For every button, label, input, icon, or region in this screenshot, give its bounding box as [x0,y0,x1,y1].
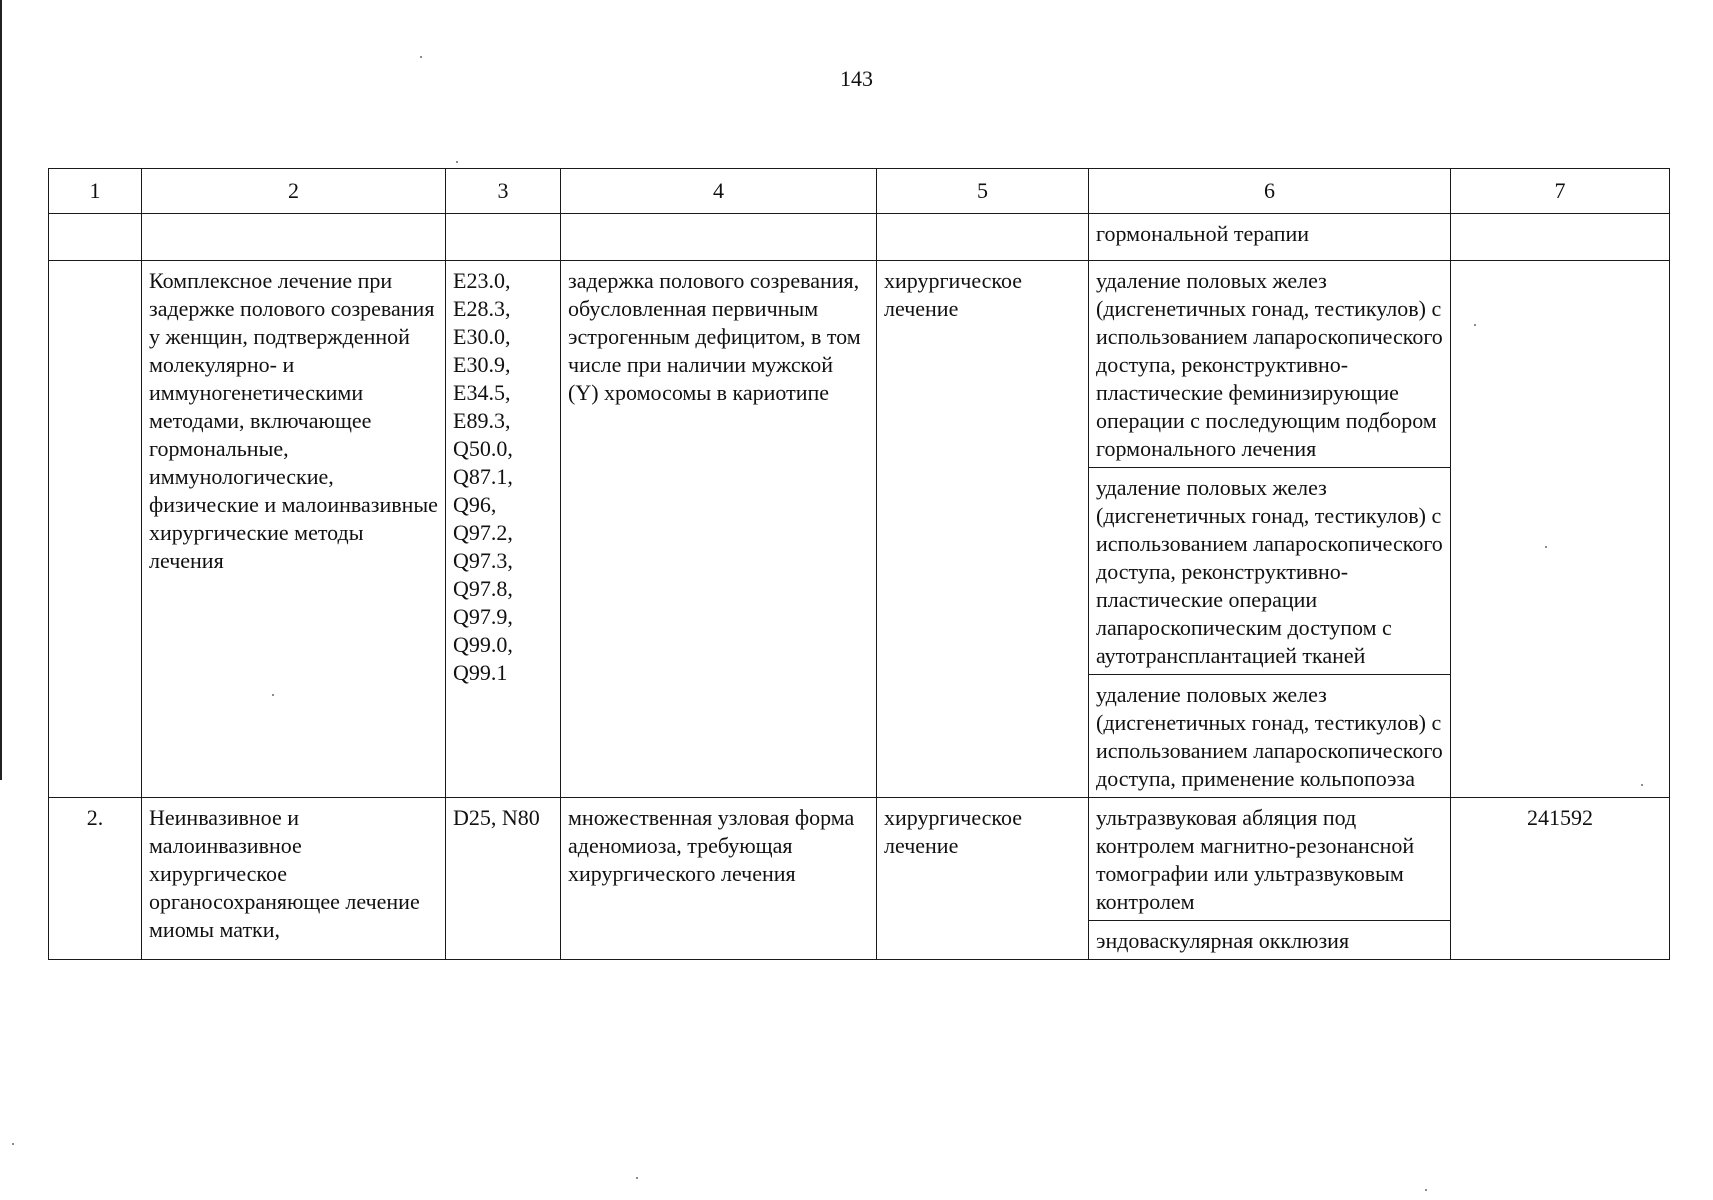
cell-care-name: Комплексное лечение при задержке полового созревания у женщин, подтвержденной молекулярно- и иммуногенетическими методами, включающее гормональные, иммунологические, физические и малоинвазивные хирургические методы лечения [142,261,446,798]
cell-empty [446,214,561,261]
scan-speck [1641,784,1643,786]
cell-empty [49,214,142,261]
table-header-row [49,169,1670,214]
column-number-2: 2 [142,169,446,214]
cell-empty [1451,214,1670,261]
cell-treatment-type: хирургическое лечение [877,798,1089,960]
page-number: 143 [840,66,873,91]
scan-speck [12,1143,14,1145]
column-number-6: 6 [1089,169,1451,214]
continuation-row [49,214,1670,261]
table-row [49,261,1670,468]
cell-treatment-method: эндоваскулярная окклюзия [1089,921,1451,960]
scan-speck [1545,546,1547,548]
medical-care-table [48,168,1670,960]
cell-treatment-method: удаление половых желез (дисгенетичных гонад, тестикулов) с использованием лапароскопического доступа, применение кольпопоэза [1089,675,1451,798]
cell-method-continuation: гормональной терапии [1089,214,1451,261]
scan-speck [272,694,274,696]
table-row [49,798,1670,921]
cell-treatment-method: ультразвуковая абляция под контролем магнитно-резонансной томографии или ультразвуковым контролем [1089,798,1451,921]
column-number-1: 1 [49,169,142,214]
cell-row-number: 2. [49,798,142,960]
cell-empty [561,214,877,261]
scan-edge [0,0,2,780]
cell-icd-codes: D25, N80 [446,798,561,960]
cell-care-name: Неинвазивное и малоинвазивное хирургическое органосохраняющее лечение миомы матки, [142,798,446,960]
cell-treatment-type: хирургическое лечение [877,261,1089,798]
cell-empty [142,214,446,261]
column-number-5: 5 [877,169,1089,214]
column-number-3: 3 [446,169,561,214]
cell-patient-model: задержка полового созревания, обусловленная первичным эстрогенным дефицитом, в том числе при наличии мужской (Y) хромосомы в кариотипе [561,261,877,798]
cell-cost [1451,261,1670,798]
cell-empty [877,214,1089,261]
scan-speck [1425,1189,1427,1191]
cell-treatment-method: удаление половых желез (дисгенетичных гонад, тестикулов) с использованием лапароскопического доступа, реконструктивно-пластические операции лапароскопическим доступом с аутотрансплантацией тканей [1089,468,1451,675]
cell-cost: 241592 [1451,798,1670,960]
cell-icd-codes: E23.0, E28.3, E30.0, E30.9, E34.5, E89.3, Q50.0, Q87.1, Q96, Q97.2, Q97.3, Q97.8, Q97.9, Q99.0, Q99.1 [446,261,561,798]
cell-row-number [49,261,142,798]
scan-speck [456,161,458,163]
cell-patient-model: множественная узловая форма аденомиоза, требующая хирургического лечения [561,798,877,960]
scan-speck [420,56,422,58]
scan-speck [636,1177,638,1179]
column-number-4: 4 [561,169,877,214]
cell-treatment-method: удаление половых желез (дисгенетичных гонад, тестикулов) с использованием лапароскопического доступа, реконструктивно-пластические феминизирующие операции с последующим подбором гормонального лечения [1089,261,1451,468]
column-number-7: 7 [1451,169,1670,214]
scan-speck [1474,324,1476,326]
